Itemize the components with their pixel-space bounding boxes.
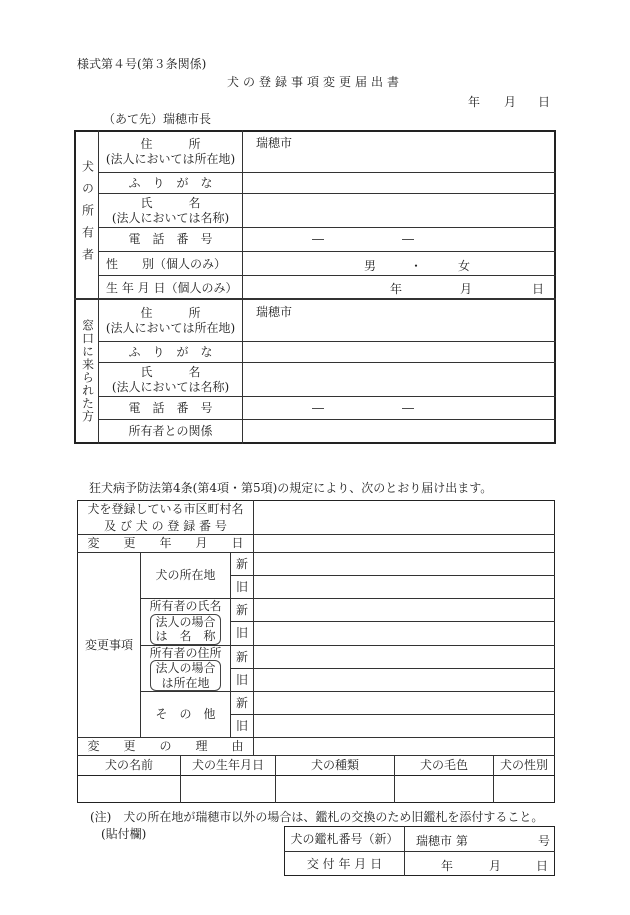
form-title: 犬の登録事項変更届出書 — [227, 75, 404, 89]
visitor-name-sublabel: (法人においては名称) — [111, 379, 230, 394]
statement: 狂犬病予防法第4条(第4項・第5項)の規定により、次のとおり届け出ます。 — [89, 481, 493, 495]
visitor-phone-dash-1: ― — [312, 401, 324, 415]
form-number: 様式第４号(第３条関係) — [77, 57, 207, 71]
owner-phone-dash-2: ― — [402, 232, 414, 246]
visitor-address-value[interactable]: 瑞穂市 — [256, 305, 293, 319]
owner-name-change-label: 所有者の氏名 — [149, 599, 222, 614]
owner-birth-label: 生 年 月 日（個人のみ） — [106, 280, 238, 295]
dog-breed-header: 犬の種類 — [310, 757, 359, 772]
issue-year: 年 — [441, 859, 454, 873]
owner-name-paren-2: は 名 称 — [155, 629, 216, 644]
owner-address-change-label: 所有者の住所 — [149, 645, 222, 660]
date-day: 日 — [538, 95, 551, 109]
dog-sex-header: 犬の性別 — [499, 757, 548, 772]
sex-separator: ・ — [410, 259, 423, 273]
other-old: 旧 — [235, 718, 248, 733]
dog-info-row — [77, 775, 555, 803]
other-new: 新 — [235, 695, 248, 710]
owner-side-label: 犬の所有者 — [80, 160, 95, 270]
registration-label-1: 犬を登録している市区町村名 — [87, 502, 244, 517]
owner-name-new: 新 — [235, 602, 248, 617]
owner-address-old: 旧 — [235, 672, 248, 687]
dog-address-new: 新 — [235, 556, 248, 571]
visitor-phone-dash-2: ― — [402, 401, 414, 415]
owner-address-paren-2: は所在地 — [161, 675, 210, 690]
birth-month: 月 — [460, 282, 473, 296]
date-year: 年 — [468, 95, 481, 109]
visitor-address-label: 住 所 — [140, 305, 201, 320]
owner-name-old: 旧 — [235, 626, 248, 640]
visitor-side-label: 窓口に来られた方 — [80, 319, 95, 423]
dog-address-label: 犬の所在地 — [155, 568, 216, 582]
dog-birthdate-header: 犬の生年月日 — [191, 757, 264, 772]
other-label: そ の 他 — [155, 707, 216, 721]
issue-day: 日 — [536, 859, 549, 873]
owner-name-sublabel: (法人においては名称) — [111, 210, 230, 225]
addressee: （あて先）瑞穂市長 — [103, 112, 212, 126]
owner-furigana-label: ふ り が な — [128, 175, 213, 190]
owner-address-sublabel: (法人においては所在地) — [105, 152, 236, 166]
owner-address-value[interactable]: 瑞穂市 — [256, 136, 293, 150]
owner-phone-dash-1: ― — [312, 232, 324, 246]
owner-sex-label: 性 別（個人のみ） — [106, 257, 227, 271]
paste-label: (貼付欄) — [101, 827, 147, 841]
date-month: 月 — [504, 95, 517, 109]
owner-address-label: 住 所 — [140, 137, 201, 151]
registration-label-2: 及 び 犬 の 登 録 番 号 — [104, 518, 227, 533]
tag-city: 瑞穂市 第 — [416, 834, 468, 848]
dog-address-old: 旧 — [235, 579, 248, 594]
visitor-phone-label: 電 話 番 号 — [128, 400, 213, 415]
birth-day: 日 — [532, 282, 545, 296]
owner-phone-label: 電 話 番 号 — [128, 232, 213, 246]
sex-female[interactable]: 女 — [458, 259, 471, 273]
tag-number-label: 犬の鑑札番号（新） — [290, 831, 399, 846]
owner-name-label: 氏 名 — [140, 195, 201, 210]
owner-name-paren-1: 法人の場合 — [155, 614, 216, 629]
change-reason-label: 変 更 の 理 由 — [87, 739, 244, 753]
tag-suffix: 号 — [538, 834, 551, 848]
visitor-address-sublabel: (法人においては所在地) — [105, 320, 236, 335]
owner-address-new: 新 — [235, 649, 248, 664]
visitor-relation-label: 所有者との関係 — [128, 423, 213, 438]
dog-name-header: 犬の名前 — [104, 757, 153, 772]
change-date-label: 変 更 年 月 日 — [87, 536, 244, 550]
issue-date-label: 交 付 年 月 日 — [306, 856, 383, 871]
dog-color-header: 犬の毛色 — [419, 757, 468, 772]
note: (注) 犬の所在地が瑞穂市以外の場合は、鑑札の交換のため旧鑑札を添付すること。 — [90, 810, 544, 824]
birth-year: 年 — [390, 282, 403, 296]
change-items-label: 変更事項 — [84, 637, 133, 652]
visitor-name-label: 氏 名 — [140, 364, 201, 379]
issue-month: 月 — [489, 859, 502, 873]
sex-male[interactable]: 男 — [364, 259, 377, 273]
visitor-furigana-label: ふ り が な — [128, 344, 213, 359]
owner-address-paren-1: 法人の場合 — [155, 661, 216, 676]
